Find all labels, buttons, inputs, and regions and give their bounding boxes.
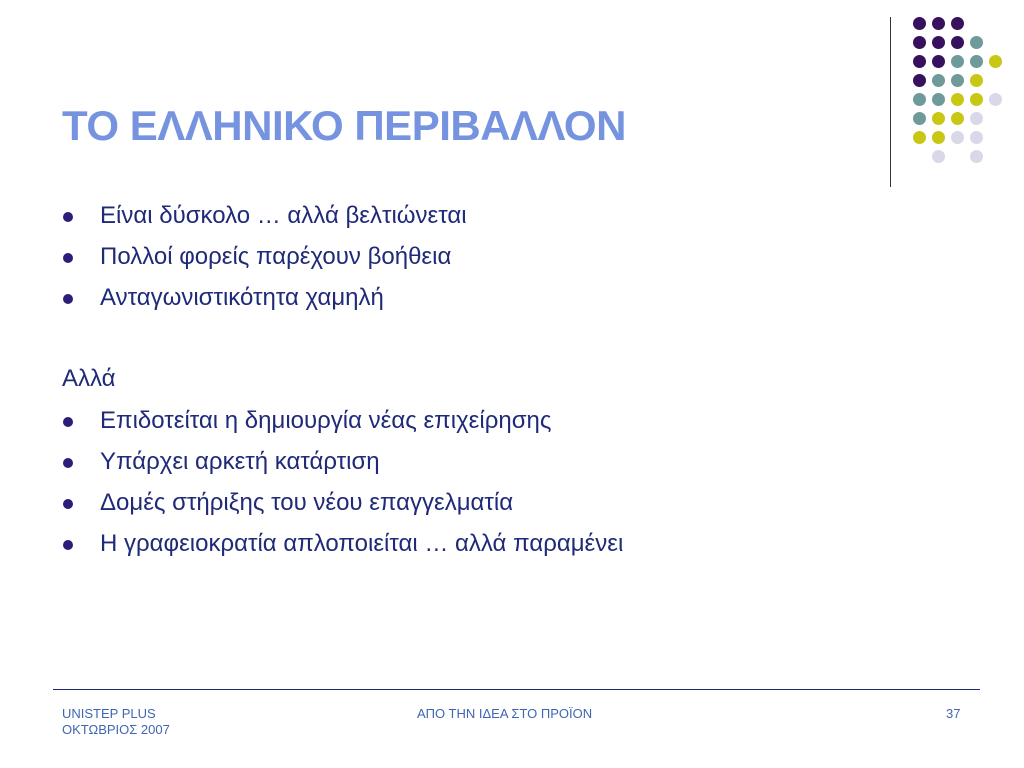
decorative-dot [932,131,945,144]
decorative-dot-grid [0,0,1024,200]
list-item-text: Η γραφειοκρατία απλοποιείται … αλλά παραμένει [100,530,624,557]
bullet-icon [63,253,73,263]
list-item [62,528,962,569]
bullet-icon [63,540,73,550]
decorative-dot [970,55,983,68]
list-item-text: Ανταγωνιστικότητα χαμηλή [100,284,384,311]
footer-date: ΟΚΤΩΒΡΙΟΣ 2007 [62,722,170,737]
decorative-dot [932,112,945,125]
decorative-dot [951,36,964,49]
decorative-dot [951,131,964,144]
footer-left [62,706,170,738]
decorative-dot [989,93,1002,106]
footer-center-title: ΑΠΟ ΤΗΝ ΙΔΕΑ ΣΤΟ ΠΡΟΪΟΝ [417,706,593,721]
decorative-dot [989,55,1002,68]
list-item [62,200,962,241]
bullet-icon [63,212,73,222]
slide-body [62,200,962,569]
decorative-dot [970,112,983,125]
footer-divider [53,689,980,690]
list-item-text: Επιδοτείται η δημιουργία νέας επιχείρησης [100,407,552,434]
decorative-dot [970,131,983,144]
decorative-dot [951,93,964,106]
decorative-dot [932,17,945,30]
decorative-dot [932,150,945,163]
decorative-dot [913,131,926,144]
footer-org: UNISTEP PLUS [62,706,156,721]
decorative-dot [970,74,983,87]
decorative-dot [913,55,926,68]
decorative-dot [951,74,964,87]
decorative-dot [913,36,926,49]
list-item [62,487,962,528]
list-item-text: Υπάρχει αρκετή κατάρτιση [100,448,380,475]
bullet-icon [63,417,73,427]
bullet-icon [63,458,73,468]
decorative-dot [932,74,945,87]
bullet-list-bottom [62,405,962,569]
decorative-dot [913,112,926,125]
list-item-text: Δομές στήριξης του νέου επαγγελματία [100,489,514,516]
decorative-dot [932,55,945,68]
bullet-icon [63,294,73,304]
list-item [62,241,962,282]
list-item-text: Είναι δύσκολο … αλλά βελτιώνεται [100,202,467,229]
decorative-dot [913,93,926,106]
bullet-list-top [62,200,962,323]
list-item [62,405,962,446]
decorative-dot [913,74,926,87]
slide-title: ΤΟ ΕΛΛΗΝΙΚΟ ΠΕΡΙΒΑΛΛΟΝ [62,102,626,149]
spacer [62,323,962,363]
decorative-dot [932,93,945,106]
decorative-vertical-line [890,17,891,187]
decorative-dot [970,93,983,106]
page-number: 37 [946,706,961,721]
bullet-icon [63,499,73,509]
decorative-dot [951,55,964,68]
decorative-dot [951,112,964,125]
decorative-dot [951,17,964,30]
decorative-dot [913,17,926,30]
decorative-dot [970,150,983,163]
list-item [62,282,962,323]
list-item-text: Πολλοί φορείς παρέχουν βοήθεια [100,243,452,270]
decorative-dot [932,36,945,49]
subheading: Αλλά [62,365,116,392]
list-item [62,446,962,487]
decorative-dot [970,36,983,49]
